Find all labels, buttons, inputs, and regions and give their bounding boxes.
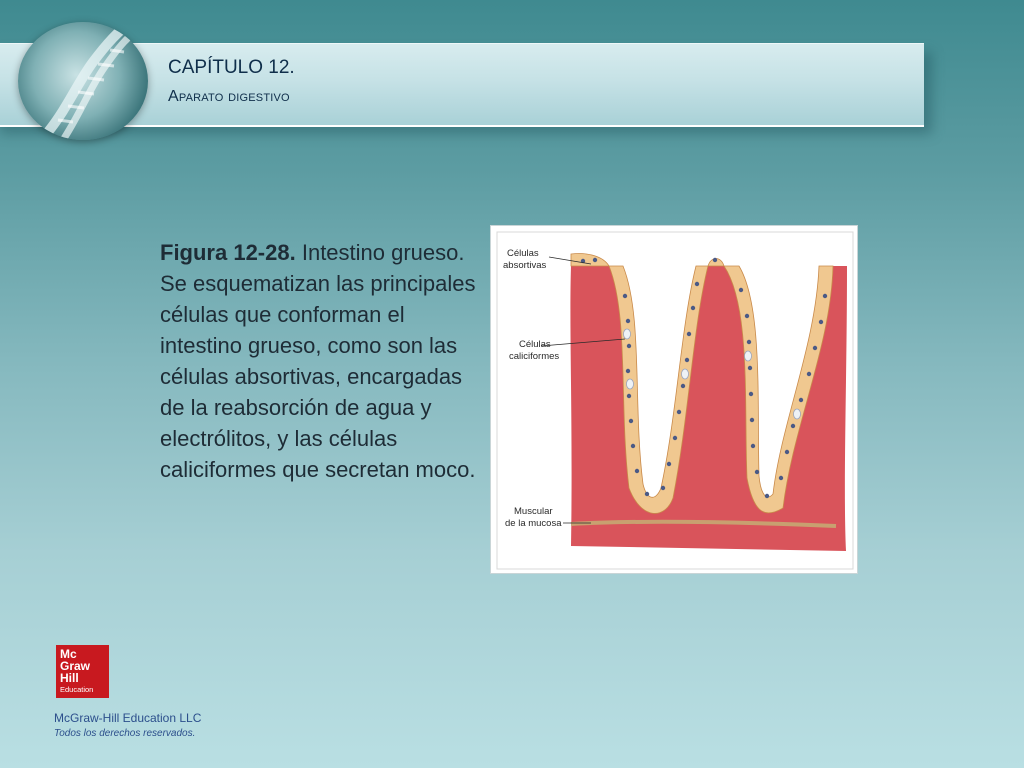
intestine-figure (490, 225, 858, 574)
logo-line-3: Hill (60, 671, 79, 685)
label-caliciformes-1: Células (519, 339, 551, 350)
label-caliciformes-2: caliciformes (509, 351, 560, 362)
label-absortivas-2: absortivas (503, 260, 547, 271)
figure-number: Figura 12-28. (160, 240, 296, 265)
mcgraw-hill-logo (56, 645, 109, 698)
chapter-emblem (18, 22, 148, 140)
label-absortivas-1: Células (507, 248, 539, 259)
rights-notice: Todos los derechos reservados. (54, 728, 196, 739)
chapter-subtitle: Aparato digestivo (168, 88, 290, 105)
dna-helix-icon (18, 22, 148, 140)
caption-text: Intestino grueso. Se esquematizan las principales células que conforman el intestino grueso, como son las células absortivas, encargadas de la reabsorción de agua y electrólitos, y las células caliciformes que secretan moco. (160, 240, 476, 482)
label-muscular-2: de la mucosa (505, 518, 562, 529)
intestine-illustration (491, 226, 859, 575)
company-name: McGraw-Hill Education LLC (54, 711, 202, 725)
logo-line-4: Education (60, 685, 94, 694)
label-muscular-1: Muscular (514, 506, 553, 517)
chapter-title: CAPÍTULO 12. (168, 57, 295, 78)
logo-line-1: Mc (60, 647, 77, 661)
figure-caption (160, 237, 480, 485)
logo-line-2: Graw (60, 659, 91, 673)
